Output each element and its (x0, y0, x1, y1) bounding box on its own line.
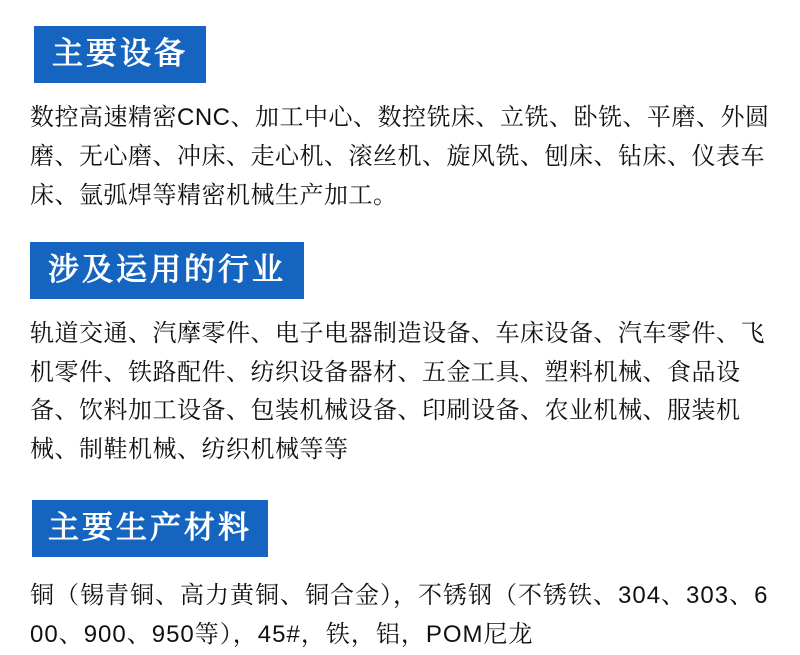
section-body-materials: 铜（锡青铜、高力黄铜、铜合金），不锈钢（不锈铁、304、303、600、900、950等），45#，铁，铝，POM尼龙 (30, 582, 769, 648)
section-body-main-equipment: 数控高速精密CNC、加工中心、数控铣床、立铣、卧铣、平磨、外圆磨、无心磨、冲床、走心机、滚丝机、旋风铣、刨床、钻床、仪表车床、氩弧焊等精密机械生产加工。 (30, 104, 770, 209)
section-body-industries: 轨道交通、汽摩零件、电子电器制造设备、车床设备、汽车零件、飞机零件、铁路配件、纺织设备器材、五金工具、塑料机械、食品设备、饮料加工设备、包装机械设备、印刷设备、农业机械、服装机械、制鞋机械、纺织机械等等 (30, 319, 765, 464)
section-heading-materials: 主要生产材料 (32, 500, 268, 557)
section-industries (28, 242, 772, 471)
section-materials (28, 500, 772, 655)
section-main-equipment (28, 22, 772, 216)
section-heading-industries: 涉及运用的行业 (30, 242, 304, 299)
section-heading-main-equipment: 主要设备 (34, 26, 206, 83)
